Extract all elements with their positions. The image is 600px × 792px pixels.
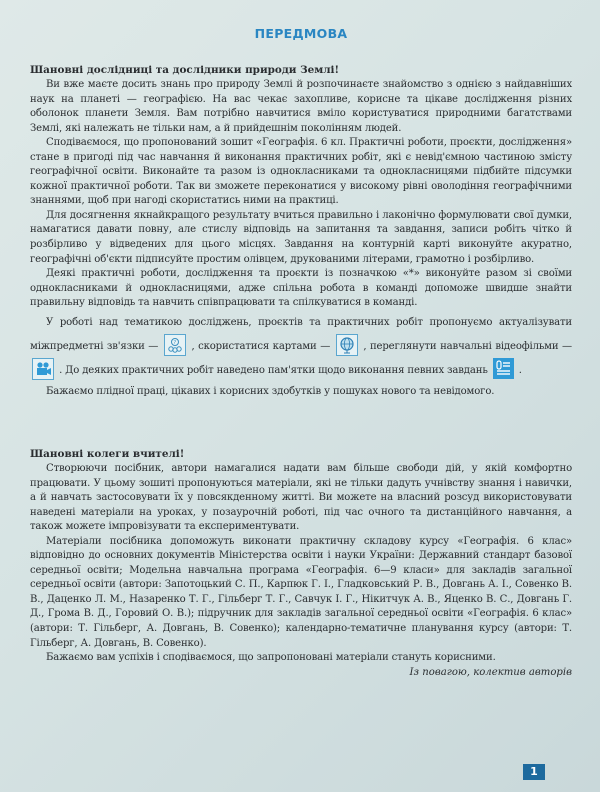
- memo-document-icon: [493, 358, 514, 379]
- globe-icon: [336, 334, 358, 356]
- icons-text-5: .: [518, 364, 522, 376]
- paragraph: Ви вже маєте досить знань про природу Землі й розпочинаєте знайомство з однією з найдавніших наук на планеті — географією. На вас чекає захопливе, корисне та цікаве дослідження різних оболонок планети Земля. Вам потрібно навчитися вміло користуватися природними багатствами Землі, які належать не тільки нам, а й прийдешнім поколінням людей.: [30, 79, 572, 134]
- section-heading: Шановні дослідниці та дослідники природи Землі!: [30, 64, 340, 76]
- paragraph: Сподіваємося, що пропонований зошит «Географія. 6 кл. Практичні роботи, проєкти, дослідження» стане в пригоді під час навчання й виконання практичних робіт, які є невід'ємною частиною змісту географічної освіти. Виконайте та разом із однокласниками та однокласницями підбийте підсумки кожної практичної роботи. Так ви зможете переконатися у високому рівні оволодіння географічними знаннями, щоб при нагоді скористатись ними на практиці.: [30, 137, 572, 207]
- paragraph: Створюючи посібник, автори намагалися надати вам більше свободи дій, у якій комфортно працювати. У цьому зошиті пропонуються матеріали, які не тільки дадуть учнівству знання і навички, а й навчать застосовувати їх у повсякденному житті. Ви можете на власний розсуд використовувати наведені матеріали на уроках, у позаурочній роботі, під час очного та дистанційного навчання, а також можете імпровізувати та експериментувати.: [30, 463, 572, 533]
- icons-text-2: , скористатися картами —: [191, 340, 331, 352]
- paragraph: Бажаємо вам успіхів і сподіваємося, що запропоновані матеріали стануть корисними.: [46, 652, 496, 664]
- paragraph: Для досягнення якнайкращого результату вчиться правильно і лаконічно формулювати свої думки, намагатися давати повну, але стислу відповідь на запитання та завдання, записи робіть чітко й розбірливо у відведених для цього місцях. Завдання на контурній карті виконуйте акуратно, географічні об'єкти підписуйте простим олівцем, друкованими літерами, грамотно і розбірливо.: [30, 209, 572, 265]
- section-students: [30, 63, 572, 399]
- brain-gears-icon: [164, 334, 186, 356]
- icons-paragraph: [30, 311, 572, 383]
- section-heading: Шановні колеги вчителі!: [30, 448, 185, 460]
- svg-text:?: ?: [173, 339, 176, 346]
- paragraph-closing: Бажаємо плідної праці, цікавих і корисних здобутків у пошуках нового та невідомого.: [46, 385, 495, 397]
- page-title: ПЕРЕДМОВА: [254, 26, 348, 41]
- paragraph: Деякі практичні роботи, дослідження та проєкти із позначкою «*» виконуйте разом зі своїми однокласниками й однокласницями, адже спільна робота в команді допоможе швидше знайти правильну відповідь та навчить співпрацювати та спілкуватися в команді.: [30, 268, 572, 309]
- page-number: 1: [523, 764, 545, 780]
- section-teachers: [30, 447, 572, 680]
- icons-text-1: У роботі над тематикою досліджень, проєктів та практичних робіт пропонуємо актуалізувати міжпредметні зв'язки —: [30, 316, 572, 352]
- signature: Із повагою, колектив авторів: [409, 666, 572, 678]
- film-camera-icon: [32, 358, 54, 380]
- icons-text-4: . До деяких практичних робіт наведено пам'ятки щодо виконання певних завдань: [59, 364, 488, 376]
- paragraph: Матеріали посібника допоможуть виконати практичну складову курсу «Географія. 6 клас» відповідно до основних документів Міністерства освіти і науки України: Державний стандарт базової середньої освіти; Модельна навчальна програма «Географія. 6—9 класи» для закладів загальної середньої освіти (автори: Запотоцький С. П., Карпюк Г. І., Гладковський Р. В., Довгань А. І., Совенко В. В., Даценко Л. М., Назаренко Т. Г., Гільберг Т. Г., Савчук І. Г., Нікитчук А. В., Яценко В. С., Довгань Г. Д., Грома В. Д., Горовий О. В.); підручник для закладів загальної середньої освіти «Географія. 6 клас» (автори: Т. Гільберг, А. Довгань, В. Совенко); календарно-тематичне планування курсу (автори: Т. Гільберг, А. Довгань, В. Совенко).: [30, 535, 572, 649]
- icons-text-3: , переглянути навчальні відеофільми —: [363, 340, 572, 352]
